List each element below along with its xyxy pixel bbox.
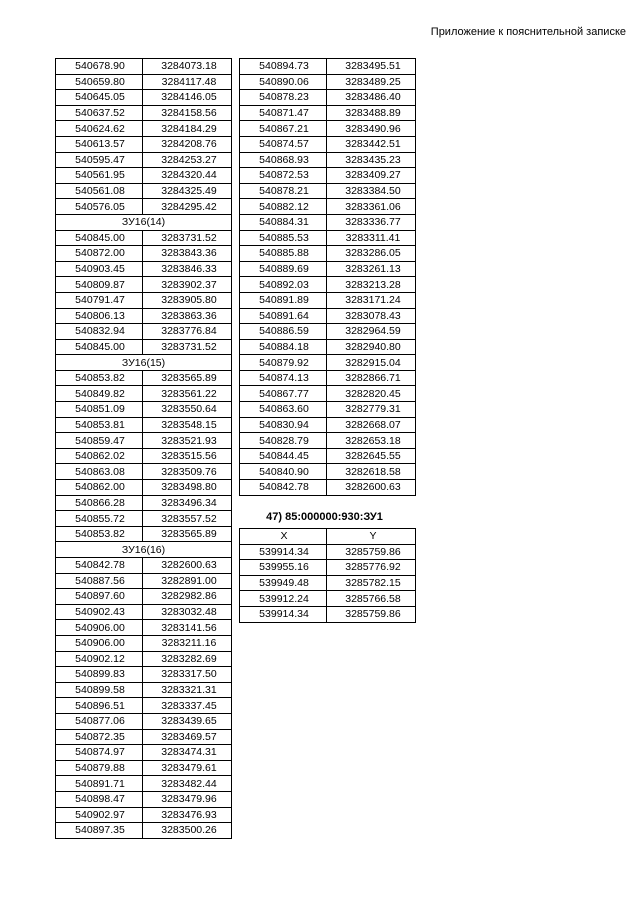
cell-x: 540863.08 [56,464,143,480]
cell-y: 3284073.18 [143,59,232,75]
table-row [240,480,416,496]
table-row [240,292,416,308]
cell-x: 540891.64 [240,308,327,324]
table-row [240,402,416,418]
table-row [56,604,232,620]
table-row [240,606,416,622]
cell-x: 540878.21 [240,183,327,199]
cell-y: 3283490.96 [327,121,416,137]
section-row [56,214,232,230]
cell-y: 3284146.05 [143,90,232,106]
cell-x: 540884.18 [240,339,327,355]
cell-x: 540897.60 [56,589,143,605]
table-row [56,433,232,449]
cell-y: 3283032.48 [143,604,232,620]
cell-x: 540899.58 [56,682,143,698]
cell-x: 540885.88 [240,246,327,262]
cell-y: 3283282.69 [143,651,232,667]
cell-x: 540886.59 [240,324,327,340]
cell-x: 540853.82 [56,370,143,386]
cell-x: 540899.83 [56,667,143,683]
cell-y: 3284158.56 [143,105,232,121]
cell-x: 540862.02 [56,448,143,464]
cell-x: 540830.94 [240,417,327,433]
coordinates-table-2 [239,58,416,496]
cell-x: 540877.06 [56,713,143,729]
table-row [56,776,232,792]
table-row [56,589,232,605]
table-row [56,370,232,386]
table-header-row [240,529,416,545]
column-header-x: X [240,529,327,545]
cell-x: 540866.28 [56,495,143,511]
table-row [240,464,416,480]
table-row [56,448,232,464]
table-row [56,136,232,152]
cell-y: 3282866.71 [327,370,416,386]
cell-y: 3283409.27 [327,168,416,184]
table-row [240,370,416,386]
cell-y: 3283731.52 [143,230,232,246]
cell-x: 540851.09 [56,402,143,418]
cell-x: 540892.03 [240,277,327,293]
table-row [56,480,232,496]
cell-y: 3282645.55 [327,448,416,464]
cell-y: 3282779.31 [327,402,416,418]
table-row [56,713,232,729]
cell-y: 3283171.24 [327,292,416,308]
table-row [56,308,232,324]
table-row [56,168,232,184]
table-row [240,560,416,576]
cell-y: 3283336.77 [327,214,416,230]
table-row [56,558,232,574]
coordinates-table-1 [55,58,232,839]
cell-y: 3282600.63 [327,480,416,496]
cell-y: 3282653.18 [327,433,416,449]
cell-y: 3283905.80 [143,292,232,308]
table-row [56,823,232,839]
table-row [56,246,232,262]
cell-y: 3283361.06 [327,199,416,215]
cell-x: 540874.57 [240,136,327,152]
cell-y: 3282964.59 [327,324,416,340]
table-row [56,729,232,745]
cell-y: 3283521.93 [143,433,232,449]
table-row [240,246,416,262]
cell-x: 540645.05 [56,90,143,106]
cell-y: 3283500.26 [143,823,232,839]
cell-x: 540891.89 [240,292,327,308]
table-row [56,651,232,667]
cell-y: 3283776.84 [143,324,232,340]
cell-x: 540906.00 [56,620,143,636]
cell-x: 540561.95 [56,168,143,184]
cell-x: 540832.94 [56,324,143,340]
cell-x: 540894.73 [240,59,327,75]
table-row [56,791,232,807]
cell-y: 3285766.58 [327,591,416,607]
cell-y: 3283442.51 [327,136,416,152]
table-row [56,635,232,651]
cell-x: 540872.35 [56,729,143,745]
cell-y: 3285782.15 [327,575,416,591]
cell-x: 540859.47 [56,433,143,449]
cell-y: 3283902.37 [143,277,232,293]
cell-y: 3284320.44 [143,168,232,184]
table-row [240,230,416,246]
cell-x: 540678.90 [56,59,143,75]
cell-x: 540889.69 [240,261,327,277]
cell-y: 3285776.92 [327,560,416,576]
cell-y: 3283557.52 [143,511,232,527]
cell-y: 3283211.16 [143,635,232,651]
cell-x: 539914.34 [240,544,327,560]
cell-x: 540659.80 [56,74,143,90]
table-row [240,121,416,137]
cell-y: 3283479.61 [143,760,232,776]
cell-y: 3284117.48 [143,74,232,90]
cell-x: 540613.57 [56,136,143,152]
cell-y: 3282982.86 [143,589,232,605]
cell-y: 3283311.41 [327,230,416,246]
cell-y: 3283488.89 [327,105,416,121]
cell-y: 3284325.49 [143,183,232,199]
table-row [240,74,416,90]
cell-x: 540903.45 [56,261,143,277]
cell-x: 540884.31 [240,214,327,230]
table-row [240,433,416,449]
cell-y: 3282891.00 [143,573,232,589]
cell-x: 539949.48 [240,575,327,591]
table-row [56,183,232,199]
cell-x: 540868.93 [240,152,327,168]
cell-y: 3283863.36 [143,308,232,324]
cell-x: 540862.00 [56,480,143,496]
table-row [240,386,416,402]
table-row [56,495,232,511]
table-row [240,214,416,230]
cell-x: 540845.00 [56,339,143,355]
cell-y: 3283565.89 [143,526,232,542]
cell-y: 3283337.45 [143,698,232,714]
table-row [240,90,416,106]
cell-x: 540879.88 [56,760,143,776]
cell-y: 3283469.57 [143,729,232,745]
table-row [240,183,416,199]
cell-x: 540828.79 [240,433,327,449]
table-row [56,277,232,293]
section-label: ЗУ16(14) [56,214,232,230]
table-row [240,59,416,75]
cell-x: 540867.21 [240,121,327,137]
table-row [240,591,416,607]
cell-y: 3283384.50 [327,183,416,199]
cell-x: 540863.60 [240,402,327,418]
cell-y: 3283515.56 [143,448,232,464]
cell-y: 3282820.45 [327,386,416,402]
cell-y: 3283489.25 [327,74,416,90]
cell-x: 540872.00 [56,246,143,262]
cell-y: 3282915.04 [327,355,416,371]
cell-x: 540561.08 [56,183,143,199]
cell-y: 3283482.44 [143,776,232,792]
cell-x: 540637.52 [56,105,143,121]
table-row [240,136,416,152]
cell-x: 539955.16 [240,560,327,576]
cell-x: 540902.97 [56,807,143,823]
cell-y: 3283548.15 [143,417,232,433]
cell-y: 3285759.86 [327,544,416,560]
table-row [240,575,416,591]
cell-y: 3283141.56 [143,620,232,636]
cell-y: 3283495.51 [327,59,416,75]
table-row [56,573,232,589]
cell-x: 540898.47 [56,791,143,807]
cell-x: 540845.00 [56,230,143,246]
cell-y: 3282618.58 [327,464,416,480]
cell-x: 540842.78 [240,480,327,496]
cell-x: 540902.43 [56,604,143,620]
table-row [240,277,416,293]
cell-x: 539912.24 [240,591,327,607]
cell-x: 540842.78 [56,558,143,574]
table-row [56,417,232,433]
cell-y: 3283213.28 [327,277,416,293]
table-row [56,698,232,714]
cell-x: 540791.47 [56,292,143,308]
cell-y: 3284184.29 [143,121,232,137]
cell-x: 540809.87 [56,277,143,293]
cell-y: 3283261.13 [327,261,416,277]
cell-x: 540906.00 [56,635,143,651]
cell-y: 3283846.33 [143,261,232,277]
cell-x: 540840.90 [240,464,327,480]
cell-y: 3283731.52 [143,339,232,355]
cell-x: 540885.53 [240,230,327,246]
cell-x: 540595.47 [56,152,143,168]
cell-y: 3283498.80 [143,480,232,496]
cell-y: 3283317.50 [143,667,232,683]
table-row [56,90,232,106]
table-row [240,417,416,433]
cell-x: 540874.97 [56,745,143,761]
table-row [56,667,232,683]
cell-y: 3284253.27 [143,152,232,168]
cell-y: 3283565.89 [143,370,232,386]
cell-y: 3282940.80 [327,339,416,355]
cell-x: 540896.51 [56,698,143,714]
cell-y: 3283486.40 [327,90,416,106]
cell-y: 3283474.31 [143,745,232,761]
cell-x: 540853.81 [56,417,143,433]
table-row [56,511,232,527]
section-label: ЗУ16(15) [56,355,232,371]
cell-x: 540882.12 [240,199,327,215]
table-row [240,448,416,464]
section-row [56,355,232,371]
table-row [56,807,232,823]
table-row [56,682,232,698]
table-row [56,230,232,246]
cell-x: 540844.45 [240,448,327,464]
table-row [56,59,232,75]
table-row [56,292,232,308]
table-row [56,199,232,215]
cell-y: 3283439.65 [143,713,232,729]
table-row [56,620,232,636]
table-row [56,152,232,168]
section-label: ЗУ16(16) [56,542,232,558]
table-row [56,760,232,776]
table-row [56,339,232,355]
table-row [240,199,416,215]
cell-y: 3283479.96 [143,791,232,807]
cell-x: 540890.06 [240,74,327,90]
table-row [240,544,416,560]
cell-y: 3282600.63 [143,558,232,574]
cell-y: 3282668.07 [327,417,416,433]
table-row [56,105,232,121]
cell-x: 540902.12 [56,651,143,667]
cell-x: 540849.82 [56,386,143,402]
table-row [240,152,416,168]
cell-x: 540576.05 [56,199,143,215]
table-row [240,324,416,340]
table-row [240,339,416,355]
cell-y: 3283435.23 [327,152,416,168]
cell-x: 540897.35 [56,823,143,839]
cell-y: 3285759.86 [327,606,416,622]
cell-x: 540874.13 [240,370,327,386]
table-row [56,402,232,418]
cell-x: 540806.13 [56,308,143,324]
cell-x: 540878.23 [240,90,327,106]
table-row [56,121,232,137]
cell-x: 540855.72 [56,511,143,527]
table-row [240,308,416,324]
cell-x: 540853.82 [56,526,143,542]
table-row [56,324,232,340]
cell-x: 540624.62 [56,121,143,137]
table-row [240,168,416,184]
cell-y: 3284295.42 [143,199,232,215]
cell-x: 540872.53 [240,168,327,184]
cell-y: 3283843.36 [143,246,232,262]
table-row [240,105,416,121]
table-row [56,261,232,277]
cell-y: 3283496.34 [143,495,232,511]
cell-y: 3283476.93 [143,807,232,823]
cell-y: 3283321.31 [143,682,232,698]
cell-y: 3284208.76 [143,136,232,152]
table-row [56,464,232,480]
table-row [56,526,232,542]
table-row [240,261,416,277]
column-header-y: Y [327,529,416,545]
parcel-title: 47) 85:000000:930:ЗУ1 [266,511,383,523]
table-row [56,745,232,761]
cell-x: 540879.92 [240,355,327,371]
cell-x: 540887.56 [56,573,143,589]
table-row [240,355,416,371]
cell-x: 540871.47 [240,105,327,121]
document-header: Приложение к пояснительной записке [430,26,626,38]
cell-x: 539914.34 [240,606,327,622]
cell-x: 540867.77 [240,386,327,402]
cell-x: 540891.71 [56,776,143,792]
table-row [56,74,232,90]
table-row [56,386,232,402]
cell-y: 3283286.05 [327,246,416,262]
cell-y: 3283509.76 [143,464,232,480]
cell-y: 3283550.64 [143,402,232,418]
section-row [56,542,232,558]
cell-y: 3283078.43 [327,308,416,324]
cell-y: 3283561.22 [143,386,232,402]
coordinates-table-3 [239,528,416,623]
